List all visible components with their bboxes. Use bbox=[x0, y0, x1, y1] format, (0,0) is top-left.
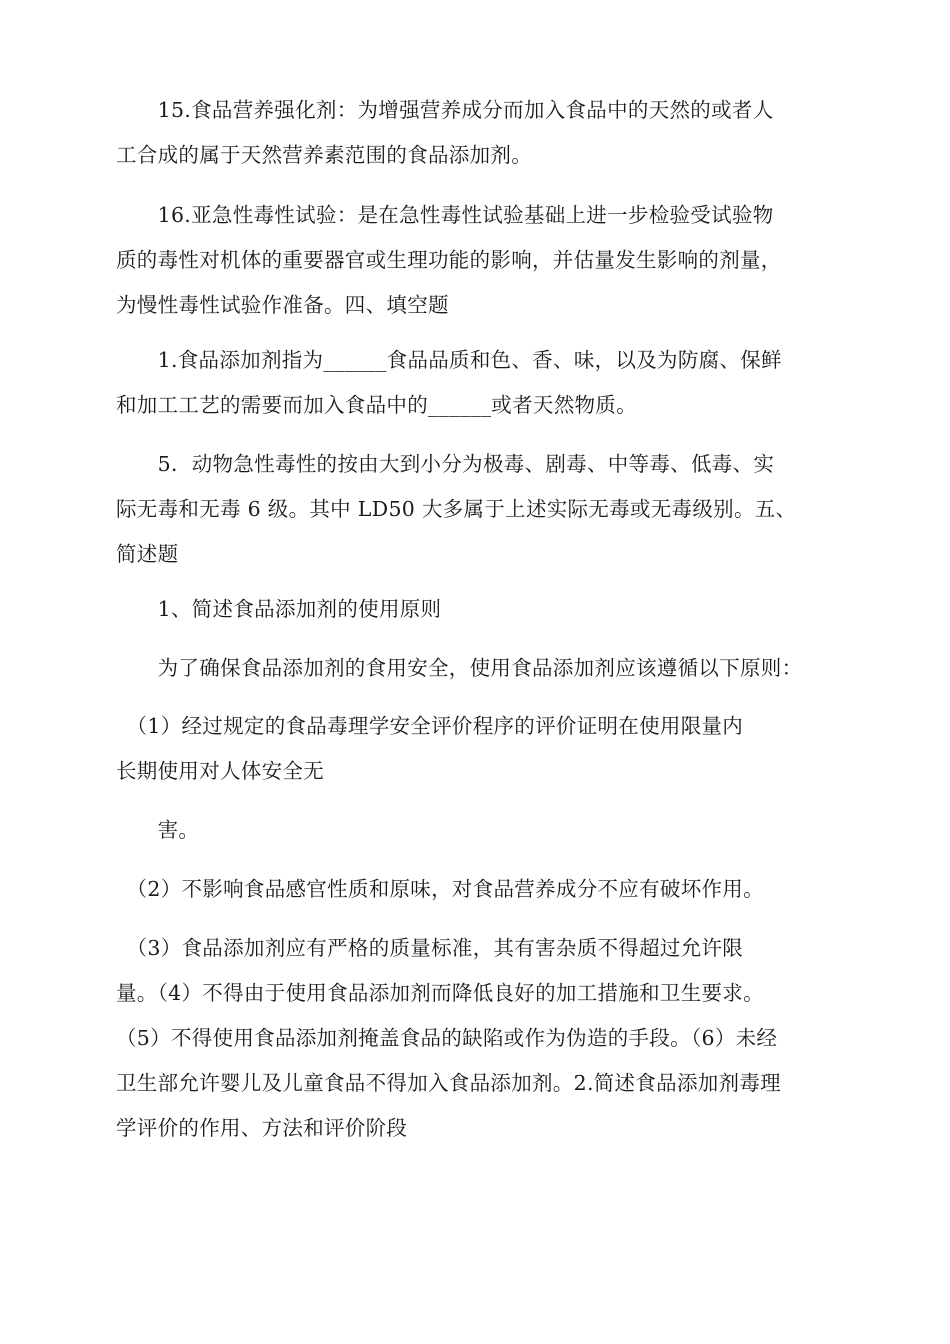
paragraph-definition-15 bbox=[116, 88, 846, 178]
text-line: 1.食品添加剂指为______食品品质和色、香、味，以及为防腐、保鲜 bbox=[116, 348, 782, 372]
text-line: 害。 bbox=[116, 818, 200, 842]
paragraph-question-1 bbox=[116, 587, 846, 632]
paragraph-rule-2 bbox=[116, 867, 846, 912]
text-line: 长期使用对人体安全无 bbox=[116, 759, 324, 783]
text-line: 工合成的属于天然营养素范围的食品添加剂。 bbox=[116, 143, 532, 167]
text-line: 为慢性毒性试验作准备。四、填空题 bbox=[116, 293, 449, 317]
text-line: 和加工工艺的需要而加入食品中的______或者天然物质。 bbox=[116, 393, 637, 417]
paragraph-rule-1-continued bbox=[116, 808, 846, 853]
text-line: 5．动物急性毒性的按由大到小分为极毒、剧毒、中等毒、低毒、实 bbox=[116, 452, 775, 476]
paragraph-definition-16 bbox=[116, 193, 846, 328]
paragraph-fill-blank-5 bbox=[116, 442, 846, 577]
text-line: 1、简述食品添加剂的使用原则 bbox=[116, 597, 442, 621]
text-line: 量。（4）不得由于使用食品添加剂而降低良好的加工措施和卫生要求。 bbox=[116, 981, 764, 1005]
text-line: 卫生部允许婴儿及儿童食品不得加入食品添加剂。2.简述食品添加剂毒理 bbox=[116, 1071, 781, 1095]
text-line: （2）不影响食品感官性质和原味，对食品营养成分不应有破坏作用。 bbox=[116, 877, 764, 901]
text-line: （1）经过规定的食品毒理学安全评价程序的评价证明在使用限量内 bbox=[116, 714, 744, 738]
paragraph-intro bbox=[116, 646, 846, 691]
text-line: 15.食品营养强化剂：为增强营养成分而加入食品中的天然的或者人 bbox=[116, 98, 774, 122]
paragraph-rule-3-to-6 bbox=[116, 926, 846, 1151]
text-line: 质的毒性对机体的重要器官或生理功能的影响，并估量发生影响的剂量， bbox=[116, 248, 782, 272]
text-line: 际无毒和无毒 6 级。其中 LD50 大多属于上述实际无毒或无毒级别。五、 bbox=[116, 497, 797, 521]
text-line: 简述题 bbox=[116, 542, 179, 566]
paragraph-fill-blank-1 bbox=[116, 338, 846, 428]
text-line: （3）食品添加剂应有严格的质量标准，其有害杂质不得超过允许限 bbox=[116, 936, 744, 960]
paragraph-rule-1 bbox=[116, 704, 846, 794]
text-line: 16.亚急性毒性试验：是在急性毒性试验基础上进一步检验受试验物 bbox=[116, 203, 774, 227]
text-line: （5）不得使用食品添加剂掩盖食品的缺陷或作为伪造的手段。（6）未经 bbox=[116, 1026, 778, 1050]
text-line: 为了确保食品添加剂的食用安全，使用食品添加剂应该遵循以下原则： bbox=[116, 656, 803, 680]
text-line: 学评价的作用、方法和评价阶段 bbox=[116, 1116, 408, 1140]
